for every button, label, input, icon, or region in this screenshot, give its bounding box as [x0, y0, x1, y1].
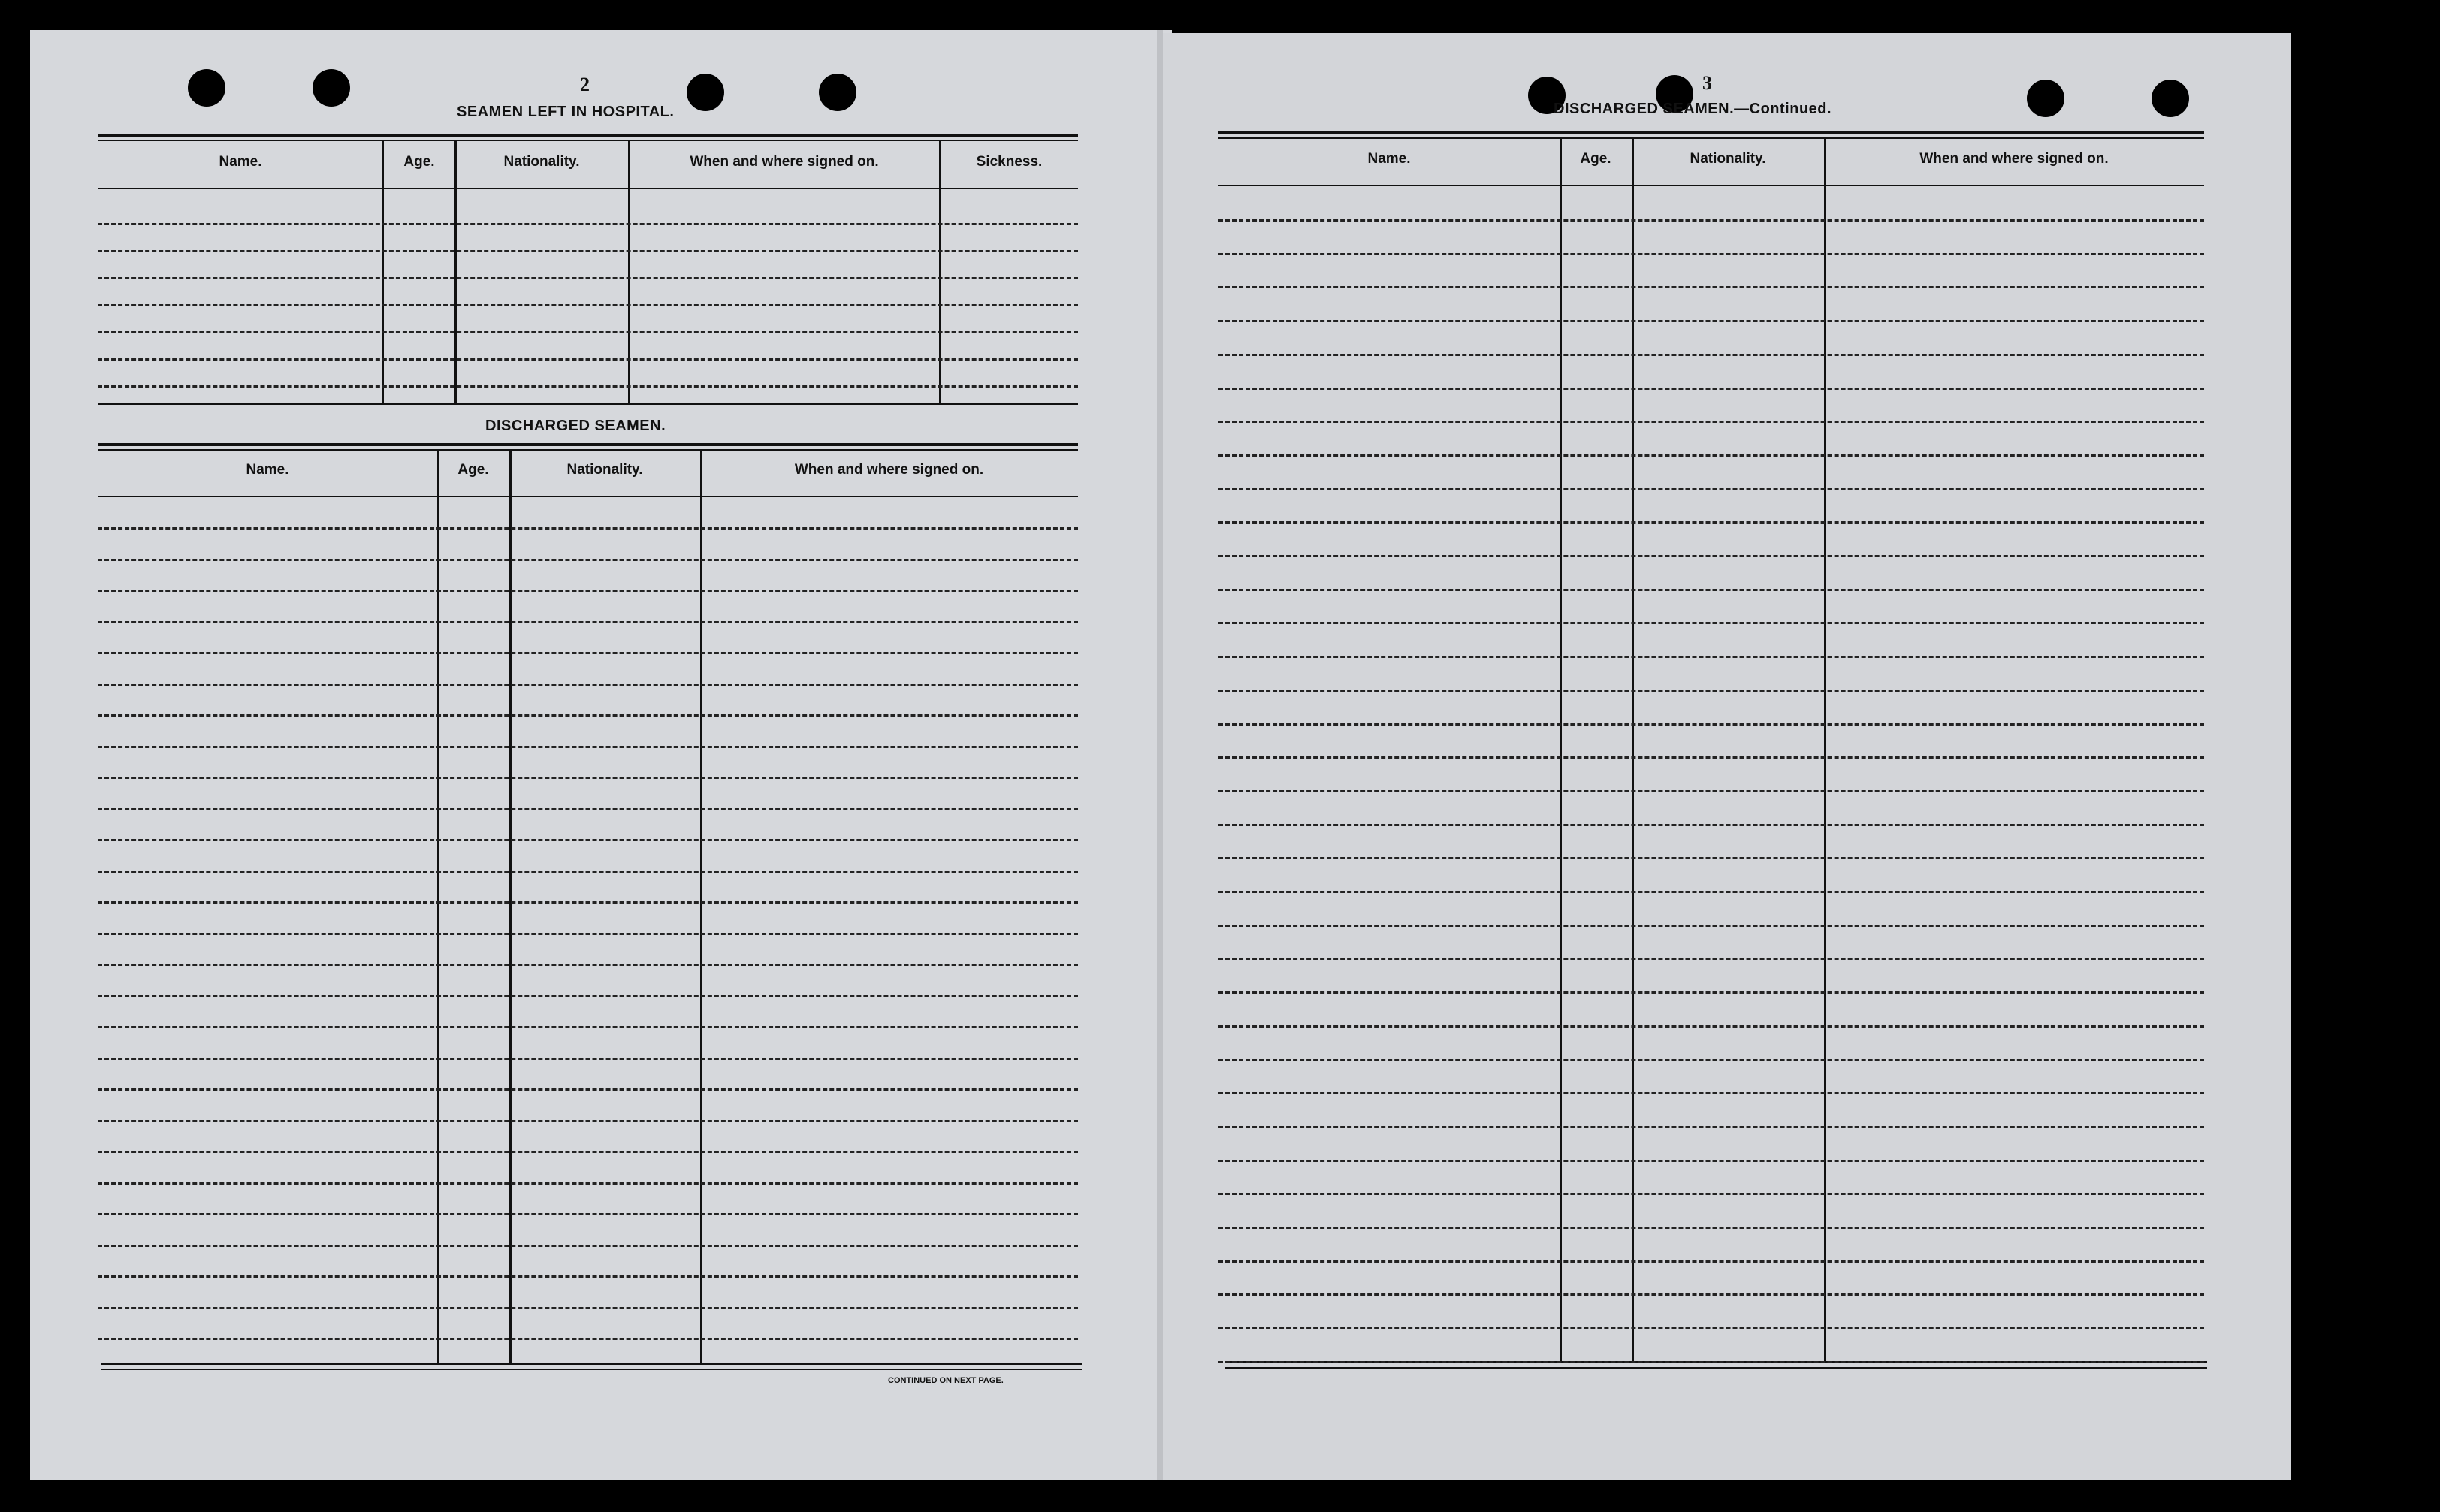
col-divider: [509, 451, 512, 1363]
entry-line[interactable]: [98, 304, 1078, 306]
col-header-nationality: Nationality.: [1690, 151, 1766, 167]
rule: [98, 134, 1078, 137]
punch-hole: [313, 69, 350, 107]
rule: [98, 403, 1078, 405]
entry-line[interactable]: [1218, 555, 2204, 557]
entry-line[interactable]: [98, 385, 1078, 388]
entry-line[interactable]: [1218, 589, 2204, 591]
entry-line[interactable]: [1218, 723, 2204, 726]
entry-line[interactable]: [1218, 521, 2204, 524]
entry-line[interactable]: [1218, 1126, 2204, 1128]
entry-line[interactable]: [98, 223, 1078, 225]
col-divider: [437, 451, 439, 1363]
entry-line[interactable]: [98, 1088, 1078, 1091]
entry-line[interactable]: [1218, 690, 2204, 692]
rule: [1218, 137, 2204, 139]
entry-line[interactable]: [98, 901, 1078, 904]
col-header-signed-on: When and where signed on.: [794, 462, 984, 478]
rule: [98, 496, 1078, 497]
page-number-left: 2: [580, 74, 590, 95]
col-divider: [382, 141, 384, 403]
entry-line[interactable]: [1218, 991, 2204, 994]
discharged-section-title: DISCHARGED SEAMEN.: [485, 418, 666, 434]
entry-line[interactable]: [1218, 253, 2204, 255]
entry-line[interactable]: [1218, 857, 2204, 859]
entry-line[interactable]: [98, 590, 1078, 592]
page-gutter: [1157, 30, 1163, 1480]
entry-line[interactable]: [98, 559, 1078, 561]
entry-line[interactable]: [98, 746, 1078, 748]
rule: [1218, 131, 2204, 134]
col-header-name: Name.: [219, 154, 262, 170]
entry-line[interactable]: [1218, 1327, 2204, 1329]
punch-hole: [687, 74, 724, 111]
entry-line[interactable]: [98, 871, 1078, 873]
entry-line[interactable]: [98, 777, 1078, 779]
discharged-continued-title: DISCHARGED SEAMEN.—Continued.: [1554, 101, 1832, 117]
entry-line[interactable]: [1218, 824, 2204, 826]
col-header-signed-on: When and where signed on.: [1919, 151, 2109, 167]
entry-line[interactable]: [1218, 1260, 2204, 1263]
entry-line[interactable]: [1218, 790, 2204, 792]
entry-line[interactable]: [98, 621, 1078, 623]
rule: [1225, 1367, 2207, 1369]
col-divider: [1824, 139, 1826, 1362]
entry-line[interactable]: [1218, 454, 2204, 457]
entry-line[interactable]: [98, 358, 1078, 361]
entry-line[interactable]: [98, 964, 1078, 966]
col-divider: [700, 451, 702, 1363]
col-header-name: Name.: [1367, 151, 1411, 167]
entry-line[interactable]: [1218, 488, 2204, 490]
entry-line[interactable]: [1218, 320, 2204, 322]
punch-hole: [2152, 80, 2189, 117]
entry-line[interactable]: [1218, 925, 2204, 927]
col-header-sickness: Sickness.: [976, 154, 1043, 170]
col-divider: [1560, 139, 1562, 1362]
left-page: [30, 30, 1172, 1480]
rule: [98, 443, 1078, 446]
entry-line[interactable]: [1218, 1361, 2204, 1363]
col-header-age: Age.: [458, 462, 489, 478]
entry-line[interactable]: [98, 1120, 1078, 1122]
entry-line[interactable]: [98, 1213, 1078, 1215]
entry-line[interactable]: [98, 1151, 1078, 1153]
entry-line[interactable]: [98, 933, 1078, 935]
col-header-nationality: Nationality.: [566, 462, 643, 478]
col-header-signed-on: When and where signed on.: [690, 154, 879, 170]
entry-line[interactable]: [98, 1026, 1078, 1028]
entry-line[interactable]: [98, 684, 1078, 686]
entry-line[interactable]: [98, 714, 1078, 717]
entry-line[interactable]: [98, 652, 1078, 654]
entry-line[interactable]: [98, 808, 1078, 810]
entry-line[interactable]: [98, 1338, 1078, 1340]
entry-line[interactable]: [1218, 656, 2204, 658]
col-divider: [1632, 139, 1634, 1362]
entry-line[interactable]: [98, 1275, 1078, 1278]
entry-line[interactable]: [1218, 388, 2204, 390]
entry-line[interactable]: [1218, 1025, 2204, 1028]
entry-line[interactable]: [1218, 1160, 2204, 1162]
entry-line[interactable]: [1218, 958, 2204, 960]
page-number-right: 3: [1702, 72, 1712, 94]
entry-line[interactable]: [98, 995, 1078, 997]
punch-hole: [819, 74, 856, 111]
col-divider: [628, 141, 630, 403]
rule: [101, 1363, 1082, 1365]
col-header-age: Age.: [1580, 151, 1611, 167]
entry-line[interactable]: [98, 277, 1078, 279]
punch-hole: [188, 69, 225, 107]
entry-line[interactable]: [98, 1245, 1078, 1247]
continued-note: CONTINUED ON NEXT PAGE.: [888, 1376, 1004, 1385]
col-header-name: Name.: [246, 462, 289, 478]
entry-line[interactable]: [98, 527, 1078, 530]
entry-line[interactable]: [1218, 1293, 2204, 1296]
entry-line[interactable]: [1218, 1193, 2204, 1195]
entry-line[interactable]: [98, 1307, 1078, 1309]
entry-line[interactable]: [1218, 891, 2204, 893]
rule: [98, 449, 1078, 451]
entry-line[interactable]: [98, 250, 1078, 252]
entry-line[interactable]: [1218, 756, 2204, 759]
rule: [98, 140, 1078, 141]
col-divider: [454, 141, 457, 403]
entry-line[interactable]: [98, 1058, 1078, 1060]
entry-line[interactable]: [1218, 1227, 2204, 1229]
entry-line[interactable]: [98, 331, 1078, 333]
rule: [98, 188, 1078, 189]
entry-line[interactable]: [1218, 1059, 2204, 1061]
entry-line[interactable]: [98, 839, 1078, 841]
punch-hole: [2027, 80, 2064, 117]
col-header-age: Age.: [403, 154, 435, 170]
entry-line[interactable]: [1218, 219, 2204, 222]
col-header-nationality: Nationality.: [503, 154, 580, 170]
entry-line[interactable]: [1218, 354, 2204, 356]
entry-line[interactable]: [1218, 622, 2204, 624]
entry-line[interactable]: [1218, 421, 2204, 423]
entry-line[interactable]: [98, 1182, 1078, 1185]
entry-line[interactable]: [1218, 1092, 2204, 1094]
rule: [1218, 185, 2204, 186]
rule: [101, 1369, 1082, 1370]
hospital-section-title: SEAMEN LEFT IN HOSPITAL.: [457, 104, 675, 120]
col-divider: [939, 141, 941, 403]
entry-line[interactable]: [1218, 286, 2204, 288]
